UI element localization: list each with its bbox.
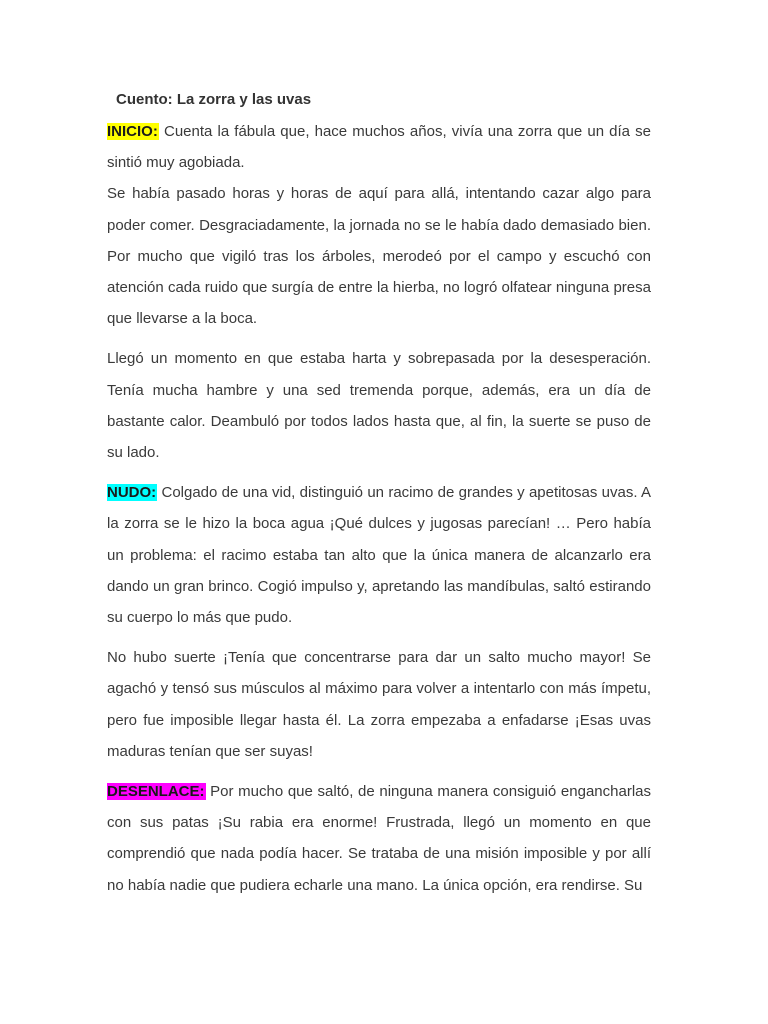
paragraph-desenlace (107, 776, 651, 901)
inicio-label: INICIO: (107, 123, 158, 140)
paragraph-3: Llegó un momento en que estaba harta y sobrepasada por la desesperación. Tenía mucha hambre y una sed tremenda porque, además, era un día de bastante calor. Deambuló por todos lados hasta que, al fin, la suerte se puso de su lado. (107, 350, 651, 462)
paragraph-inicio-text: Cuenta la fábula que, hace muchos años, vivía una zorra que un día se sintió muy agobiada. (107, 123, 651, 172)
paragraph-nudo (107, 477, 651, 633)
paragraph-nudo-text: Colgado de una vid, distinguió un racimo de grandes y apetitosas uvas. A la zorra se le hizo la boca agua ¡Qué dulces y jugosas parecían! … Pero había un problema: el racimo estaba tan alto que la única manera de alcanzarlo era dando un gran brinco. Cogió impulso y, apretando las mandíbulas, saltó estirando su cuerpo lo más que pudo. (107, 484, 651, 627)
paragraph-desenlace-text: Por mucho que saltó, de ninguna manera consiguió engancharlas con sus patas ¡Su rabia era enorme! Frustrada, llegó un momento en que comprendió que nada podía hacer. Se trataba de una misión imposible y por allí no había nadie que pudiera echarle una mano. La única opción, era rendirse. Su (107, 783, 651, 894)
document-page (107, 88, 651, 910)
paragraph-inicio (107, 116, 651, 178)
paragraph-2: Se había pasado horas y horas de aquí para allá, intentando cazar algo para poder comer. Desgraciadamente, la jornada no se le había dado demasiado bien. Por mucho que vigiló tras los árboles, merodeó por el campo y escuchó con atención cada ruido que surgía de entre la hierba, no logró olfatear ninguna presa que llevarse a la boca. (107, 185, 651, 328)
desenlace-label: DESENLACE: (107, 783, 205, 801)
paragraph-5: No hubo suerte ¡Tenía que concentrarse para dar un salto mucho mayor! Se agachó y tensó sus músculos al máximo para volver a intentarlo con más ímpetu, pero fue imposible llegar hasta él. La zorra empezaba a enfadarse ¡Esas uvas maduras tenían que ser suyas! (107, 649, 651, 760)
nudo-label: NUDO: (107, 484, 157, 502)
story-title: Cuento: La zorra y las uvas (116, 91, 312, 108)
